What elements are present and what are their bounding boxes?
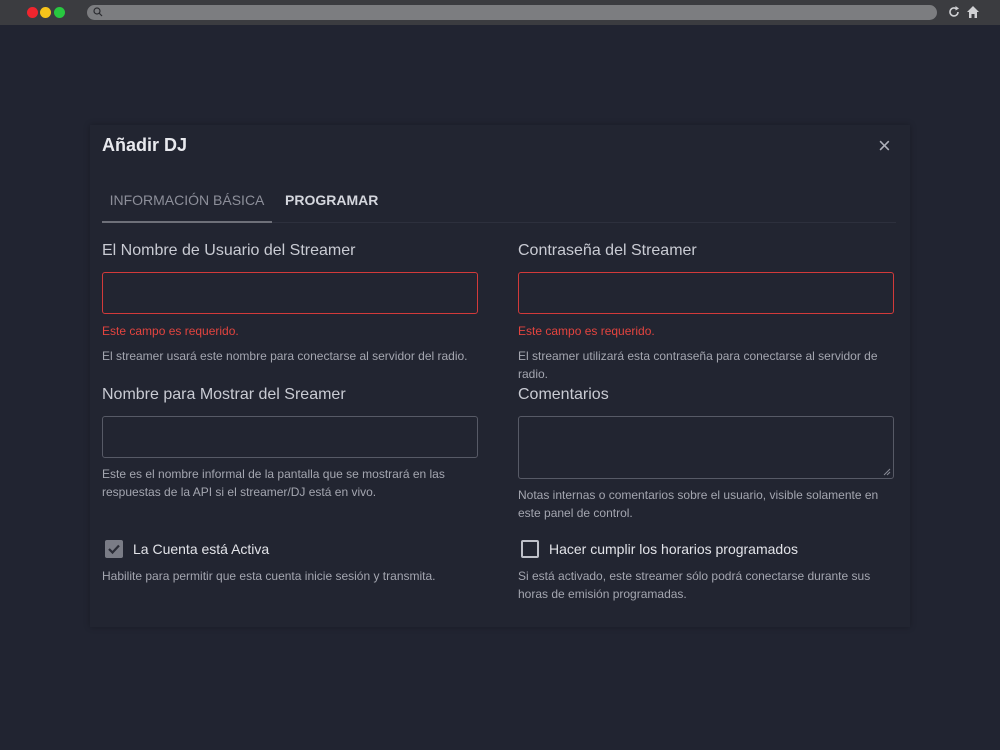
display-name-label: Nombre para Mostrar del Sreamer xyxy=(102,386,346,403)
tab-basic-info[interactable]: INFORMACIÓN BÁSICA xyxy=(102,185,272,223)
home-icon[interactable] xyxy=(966,5,980,19)
window-close-dot[interactable] xyxy=(27,7,38,18)
enforce-schedule-label[interactable]: Hacer cumplir los horarios programados xyxy=(549,541,798,557)
enforce-schedule-checkbox[interactable] xyxy=(521,540,539,558)
display-name-field[interactable] xyxy=(102,416,478,458)
tab-schedule[interactable]: PROGRAMAR xyxy=(285,192,379,208)
password-error: Este campo es requerido. xyxy=(518,324,655,338)
checkmark-icon xyxy=(105,540,123,558)
address-bar[interactable] xyxy=(87,5,937,20)
username-field[interactable] xyxy=(102,272,478,314)
comments-help: Notas internas o comentarios sobre el usuario, visible solamente en este panel de control. xyxy=(518,488,879,520)
search-icon xyxy=(93,7,103,17)
account-active-help: Habilite para permitir que esta cuenta inicie sesión y transmita. xyxy=(102,569,436,583)
modal-tabs xyxy=(102,185,896,223)
password-help: El streamer utilizará esta contraseña para conectarse al servidor de radio. xyxy=(518,349,878,381)
comments-label: Comentarios xyxy=(518,386,609,403)
enforce-schedule-help: Si está activado, este streamer sólo podrá conectarse durante sus horas de emisión programadas. xyxy=(518,569,871,601)
account-active-label[interactable]: La Cuenta está Activa xyxy=(133,541,270,557)
modal-title: Añadir DJ xyxy=(102,135,188,155)
window-minimize-dot[interactable] xyxy=(40,7,51,18)
close-icon[interactable]: × xyxy=(878,133,891,158)
password-field[interactable] xyxy=(518,272,894,314)
account-active-checkbox[interactable] xyxy=(105,540,123,558)
add-dj-modal xyxy=(90,125,910,627)
username-error: Este campo es requerido. xyxy=(102,324,239,338)
password-label: Contraseña del Streamer xyxy=(518,242,697,259)
resize-grip-icon[interactable] xyxy=(883,468,891,476)
username-help: El streamer usará este nombre para conectarse al servidor del radio. xyxy=(102,349,468,363)
window-maximize-dot[interactable] xyxy=(54,7,65,18)
reload-icon[interactable] xyxy=(947,5,961,19)
username-label: El Nombre de Usuario del Streamer xyxy=(102,242,356,259)
display-name-help: Este es el nombre informal de la pantalla que se mostrará en las respuestas de la API si el streamer/DJ está en vivo. xyxy=(102,467,445,499)
comments-textarea[interactable] xyxy=(518,416,894,479)
browser-toolbar xyxy=(0,0,1000,25)
